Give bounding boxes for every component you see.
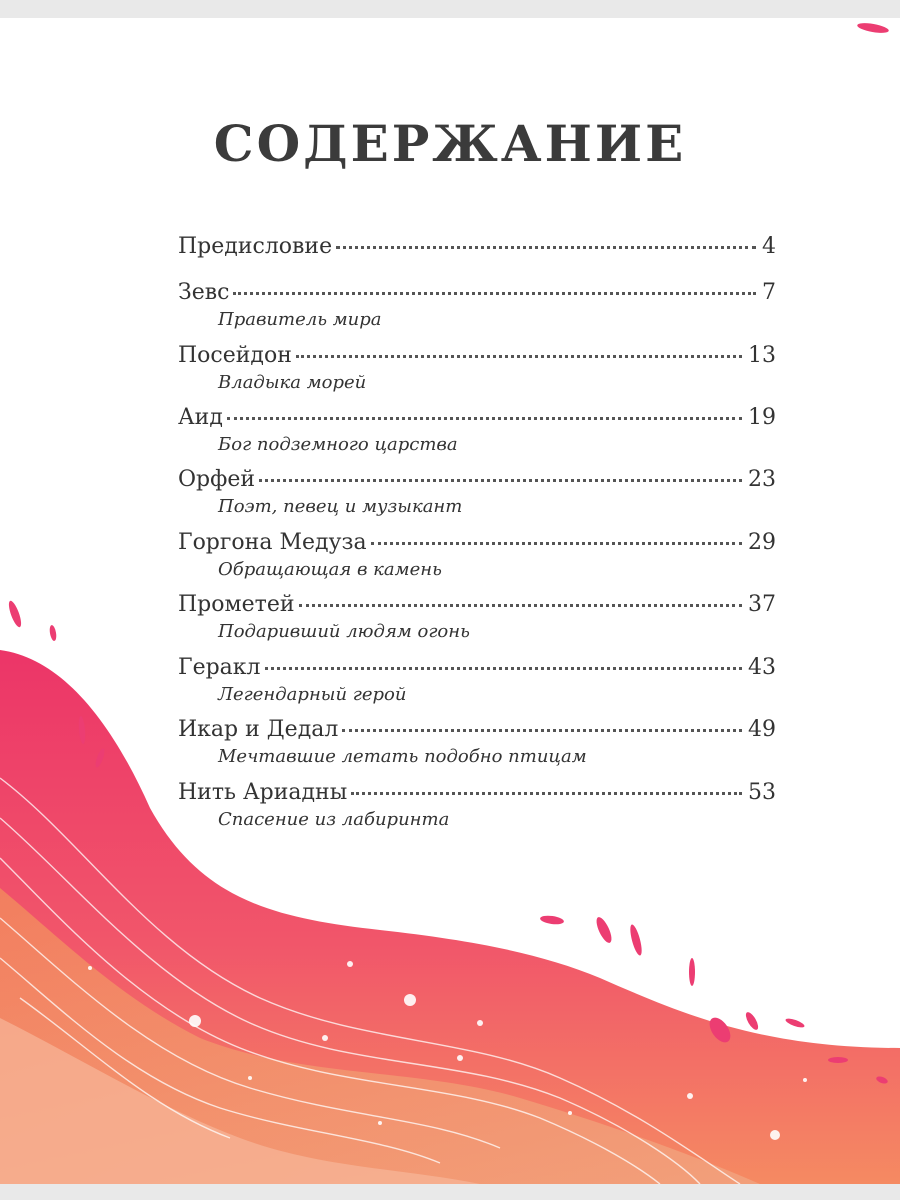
dot-leader — [259, 479, 742, 482]
toc-entry-subtitle: Спасение из лабиринта — [218, 809, 450, 830]
toc-entry-title: Зевс — [178, 280, 230, 305]
toc-entry-page: 4 — [762, 234, 776, 259]
toc-entry-subtitle: Бог подземного царства — [218, 434, 458, 455]
toc-entry-page: 13 — [748, 343, 776, 368]
toc-entry-title: Икар и Дедал — [178, 717, 339, 742]
toc-entry-title: Прометей — [178, 592, 295, 617]
toc-entry-title: Нить Ариадны — [178, 780, 348, 805]
toc-entry — [178, 530, 778, 580]
toc-entry-title: Посейдон — [178, 343, 292, 368]
toc-entry-page: 37 — [748, 592, 776, 617]
toc-entry-row — [178, 467, 776, 492]
toc-entry — [178, 234, 778, 259]
dot-leader — [351, 792, 742, 795]
toc-entry — [178, 717, 778, 767]
toc-entry-row — [178, 717, 776, 742]
page-title: СОДЕРЖАНИЕ — [213, 114, 687, 173]
dot-leader — [233, 292, 756, 295]
toc-entry — [178, 467, 778, 517]
toc-entry-subtitle: Владыка морей — [218, 372, 367, 393]
toc-entry-subtitle: Мечтавшие летать подобно птицам — [218, 746, 587, 767]
toc-entry-page: 7 — [762, 280, 776, 305]
toc-entry — [178, 780, 778, 830]
toc-entry-subtitle: Обращающая в камень — [218, 559, 442, 580]
dot-leader — [296, 355, 742, 358]
dot-leader — [336, 246, 756, 249]
toc-entry-subtitle: Подаривший людям огонь — [218, 621, 470, 642]
toc-entry — [178, 343, 778, 393]
toc-entry-row — [178, 405, 776, 430]
toc-entry-page: 29 — [748, 530, 776, 555]
toc-entry-row — [178, 280, 776, 305]
toc-entry-row — [178, 592, 776, 617]
toc-entry-title: Предисловие — [178, 234, 333, 259]
dot-leader — [371, 542, 742, 545]
toc-entry-row — [178, 780, 776, 805]
toc-entry-title: Горгона Медуза — [178, 530, 367, 555]
toc-entry-row — [178, 343, 776, 368]
toc-entry-page: 23 — [748, 467, 776, 492]
toc-entry-title: Орфей — [178, 467, 256, 492]
toc-entry-row — [178, 530, 776, 555]
toc-entry-row — [178, 234, 776, 259]
toc-entry — [178, 592, 778, 642]
toc-entry-page: 43 — [748, 655, 776, 680]
toc-entry — [178, 280, 778, 330]
dot-leader — [342, 729, 742, 732]
toc-entry-subtitle: Правитель мира — [218, 309, 382, 330]
toc-entry-page: 19 — [748, 405, 776, 430]
toc-entry-subtitle: Легендарный герой — [218, 684, 407, 705]
dot-leader — [227, 417, 742, 420]
toc-entry-subtitle: Поэт, певец и музыкант — [218, 496, 463, 517]
dot-leader — [265, 667, 742, 670]
dot-leader — [299, 604, 743, 607]
toc-entry-title: Аид — [178, 405, 223, 430]
toc-entry — [178, 655, 778, 705]
toc-entry — [178, 405, 778, 455]
book-page — [0, 18, 900, 1184]
toc-entry-page: 49 — [748, 717, 776, 742]
toc-entry-page: 53 — [748, 780, 776, 805]
toc-entry-row — [178, 655, 776, 680]
toc-entry-title: Геракл — [178, 655, 261, 680]
